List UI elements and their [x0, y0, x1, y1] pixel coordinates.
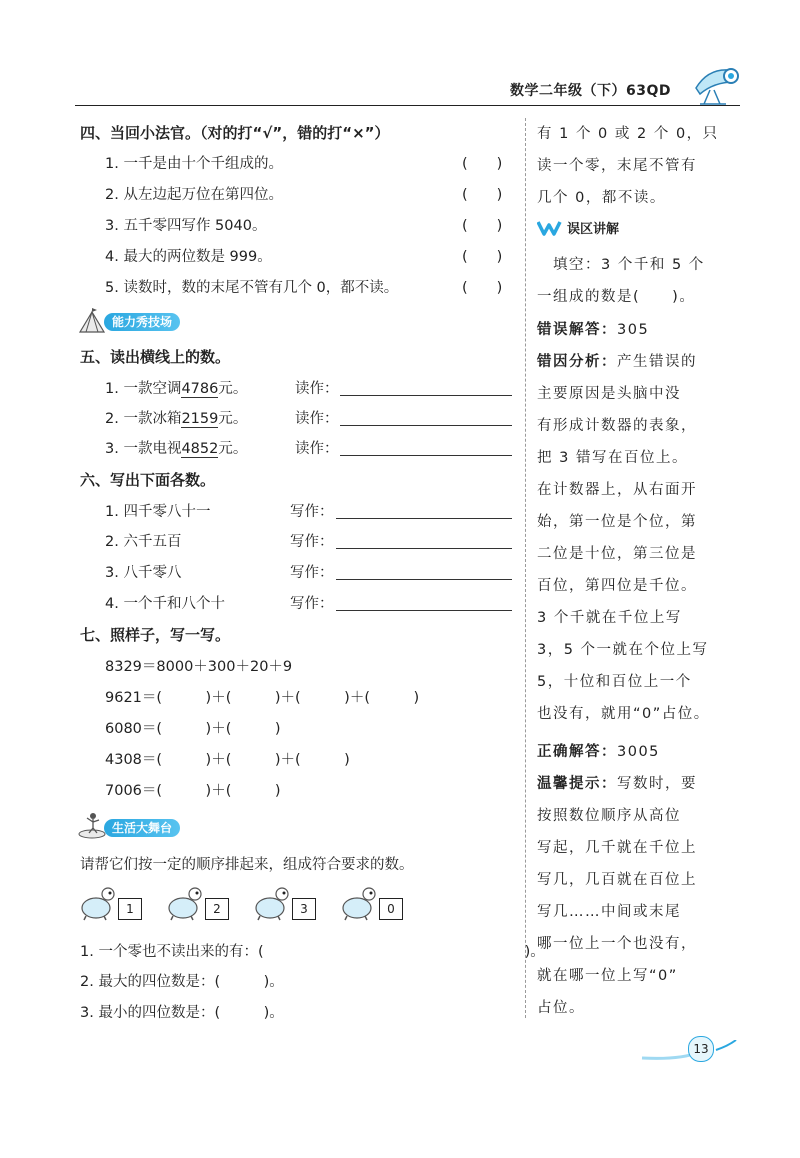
- item-prefix: 3. 一款电视: [105, 441, 182, 457]
- tip-text: 就在哪一位上写“0”: [537, 968, 678, 984]
- sidebar-line: 几个 0，都不读。: [537, 190, 666, 206]
- reason-text: 有形成计数器的表象，: [537, 418, 697, 434]
- answer-line[interactable]: [336, 518, 512, 519]
- answer-paren[interactable]: ( ): [462, 280, 503, 296]
- tip-text: 占位。: [537, 1000, 585, 1016]
- circus-tent-icon: [78, 308, 106, 334]
- write-label: 写作：: [290, 596, 334, 612]
- answer-paren[interactable]: ( ): [462, 218, 503, 234]
- example-equation: 8329＝8000＋300＋20＋9: [105, 659, 293, 675]
- item-prefix: 1. 一款空调: [105, 381, 182, 397]
- digit-box: 3: [292, 898, 316, 920]
- sidebar-example: 填空：3 个千和 5 个: [537, 257, 705, 273]
- write-label: 写作：: [290, 534, 334, 550]
- reason-text: 主要原因是头脑中没: [537, 386, 681, 402]
- reason-text: 始，第一位是个位，第: [537, 514, 697, 530]
- decompose-equation[interactable]: 9621＝( )＋( )＋( )＋( ): [105, 690, 420, 706]
- reason-text: 把 3 错写在百位上。: [537, 450, 688, 466]
- turtle-card[interactable]: [337, 884, 407, 924]
- item-suffix: 元。: [218, 411, 248, 427]
- banner-ability: [78, 312, 218, 332]
- decompose-equation[interactable]: 4308＝( )＋( )＋( ): [105, 752, 350, 768]
- correct-answer-line: [537, 740, 660, 761]
- wrong-answer-value: 305: [617, 322, 650, 338]
- tip-text: 哪一位上一个也没有，: [537, 936, 697, 952]
- banner-ability-label: 能力秀技场: [104, 313, 180, 331]
- answer-line[interactable]: [340, 455, 512, 456]
- life-question-1[interactable]: 1. 一个零也不读出来的有：( )。: [80, 944, 545, 960]
- write-label: 写作：: [290, 565, 334, 581]
- wrong-answer-line: [537, 318, 649, 339]
- life-intro: 请帮它们按一定的顺序排起来，组成符合要求的数。: [80, 857, 414, 873]
- reason-text: 3 个千就在千位上写: [537, 610, 682, 626]
- sidebar-example: 一组成的数是( )。: [537, 289, 696, 305]
- underlined-number: 4786: [181, 381, 219, 397]
- item-suffix: 元。: [218, 381, 248, 397]
- page-number: 13: [688, 1036, 714, 1062]
- tip-first: 写数时，要: [617, 776, 697, 792]
- write-label: 写作：: [290, 504, 334, 520]
- tip-text: 按照数位顺序从高位: [537, 808, 681, 824]
- turtle-icon: [250, 884, 292, 922]
- answer-line[interactable]: [340, 425, 512, 426]
- turtle-icon: [337, 884, 379, 922]
- answer-paren[interactable]: ( ): [462, 187, 503, 203]
- section6-title: 六、写出下面各数。: [80, 471, 216, 489]
- section4-item-3: 3. 五千零四写作 5040。: [105, 218, 267, 234]
- tip-label: 温馨提示：: [537, 776, 617, 792]
- answer-line[interactable]: [340, 395, 512, 396]
- header-title: 数学二年级（下）63QD: [510, 83, 672, 99]
- underlined-number: 4852: [181, 441, 219, 457]
- section4-item-1: 1. 一千是由十个千组成的。: [105, 156, 283, 172]
- correct-answer-value: 3005: [617, 744, 660, 760]
- section7-title: 七、照样子，写一写。: [80, 626, 231, 644]
- section6-item-1: 1. 四千零八十一: [105, 504, 211, 520]
- banner-life-label: 生活大舞台: [104, 819, 180, 837]
- correct-answer-label: 正确解答：: [537, 744, 617, 760]
- section6-item-4: 4. 一个千和八个十: [105, 596, 225, 612]
- section6-item-2: 2. 六千五百: [105, 534, 182, 550]
- section5-item-1: [105, 377, 247, 398]
- section5-item-2: [105, 407, 247, 428]
- section4-item-2: 2. 从左边起万位在第四位。: [105, 187, 283, 203]
- turtle-icon: [76, 884, 118, 922]
- sidebar-line: 有 1 个 0 或 2 个 0，只: [537, 126, 719, 142]
- reason-text: 5，十位和百位上一个: [537, 674, 692, 690]
- turtle-icon: [163, 884, 205, 922]
- reason-text: 3，5 个一就在个位上写: [537, 642, 709, 658]
- answer-line[interactable]: [336, 610, 512, 611]
- header-rule: [75, 105, 740, 106]
- section4-item-4: 4. 最大的两位数是 999。: [105, 249, 272, 265]
- section4-title: 四、当回小法官。（对的打“√”，错的打“×”）: [80, 124, 390, 142]
- section4-item-5: 5. 读数时，数的末尾不管有几个 0，都不读。: [105, 280, 399, 296]
- tip-text: 写几，几百就在百位上: [537, 872, 697, 888]
- section5-item-3: [105, 437, 247, 458]
- reason-first: 产生错误的: [617, 354, 697, 370]
- section6-item-3: 3. 八千零八: [105, 565, 182, 581]
- life-question-3[interactable]: 3. 最小的四位数是：( )。: [80, 1005, 284, 1021]
- section5-title: 五、读出横线上的数。: [80, 348, 231, 366]
- read-label: 读作：: [295, 441, 339, 457]
- turtle-card[interactable]: [163, 884, 233, 924]
- reason-text: 二位是十位，第三位是: [537, 546, 697, 562]
- reason-label: 错因分析：: [537, 354, 617, 370]
- item-prefix: 2. 一款冰箱: [105, 411, 182, 427]
- turtle-card[interactable]: [76, 884, 146, 924]
- tip-text: 写几……中间或末尾: [537, 904, 681, 920]
- column-divider: [525, 118, 526, 1018]
- turtle-card[interactable]: [250, 884, 320, 924]
- decompose-equation[interactable]: 7006＝( )＋( ): [105, 783, 281, 799]
- item-suffix: 元。: [218, 441, 248, 457]
- digit-box: 1: [118, 898, 142, 920]
- read-label: 读作：: [295, 411, 339, 427]
- underlined-number: 2159: [181, 411, 219, 427]
- read-label: 读作：: [295, 381, 339, 397]
- digit-box: 2: [205, 898, 229, 920]
- decompose-equation[interactable]: 6080＝( )＋( ): [105, 721, 281, 737]
- tip-line: [537, 772, 697, 793]
- sidebar-banner-label: 误区讲解: [567, 222, 620, 237]
- telescope-logo-icon: [690, 60, 742, 108]
- sidebar-line: 读一个零，末尾不管有: [537, 158, 697, 174]
- banner-life: [78, 818, 218, 838]
- sidebar-banner: [537, 218, 647, 238]
- tip-text: 写起，几千就在千位上: [537, 840, 697, 856]
- reason-line: [537, 350, 697, 371]
- life-question-2[interactable]: 2. 最大的四位数是：( )。: [80, 974, 284, 990]
- wrong-answer-label: 错误解答：: [537, 322, 617, 338]
- reason-text: 在计数器上，从右面开: [537, 482, 697, 498]
- digit-box: 0: [379, 898, 403, 920]
- answer-line[interactable]: [336, 548, 512, 549]
- w-mark-icon: [537, 220, 567, 236]
- answer-paren[interactable]: ( ): [462, 156, 503, 172]
- answer-line[interactable]: [336, 579, 512, 580]
- reason-text: 百位，第四位是千位。: [537, 578, 697, 594]
- answer-paren[interactable]: ( ): [462, 249, 503, 265]
- reason-text: 也没有，就用“0”占位。: [537, 706, 710, 722]
